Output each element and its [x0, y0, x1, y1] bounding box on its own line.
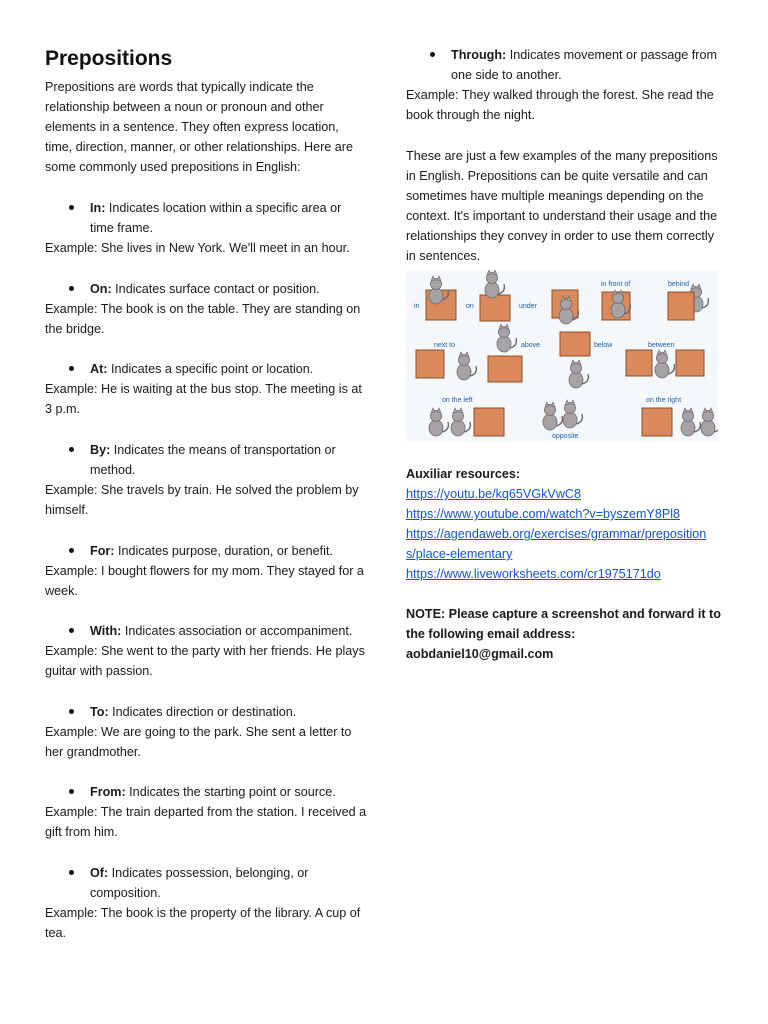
- intro-paragraph: Prepositions are words that typically indicate the relationship between a noun or pronoun and other elements in a sentence. They often express location, time, direction, manner, or other relationships. Here are some commonly used prepositions in English:: [45, 80, 353, 174]
- label-next-to: next to: [434, 342, 456, 349]
- term: At:: [90, 362, 108, 376]
- example-text: Example: We are going to the park. She sent a letter to her grandmother.: [45, 725, 352, 759]
- term-description: Indicates the means of transportation or method.: [90, 443, 336, 477]
- cat-icon: [497, 324, 516, 352]
- box-icon: [676, 350, 704, 376]
- example-text: Example: I bought flowers for my mom. They stayed for a week.: [45, 564, 364, 598]
- box-icon: [668, 292, 694, 320]
- illustration-svg: [406, 270, 718, 442]
- list-item: [45, 702, 367, 762]
- term-description: Indicates direction or destination.: [108, 705, 297, 719]
- term-description: Indicates association or accompaniment.: [121, 624, 353, 638]
- term: With:: [90, 624, 122, 638]
- example-text: Example: She lives in New York. We'll meet in an hour.: [45, 241, 350, 255]
- cat-icon: [655, 350, 674, 378]
- box-icon: [416, 350, 444, 378]
- box-icon: [642, 408, 672, 436]
- resources-section: [406, 464, 726, 584]
- cat-icon: [429, 408, 448, 436]
- list-item: [45, 621, 367, 681]
- term: To:: [90, 705, 109, 719]
- link-text-part: s/place-elementary: [406, 547, 513, 561]
- label-on: on: [466, 303, 474, 310]
- resources-title: Auxiliar resources:: [406, 467, 521, 481]
- example-text: Example: She travels by train. He solved the problem by himself.: [45, 483, 359, 517]
- label-below: below: [594, 342, 613, 349]
- label-opposite: opposite: [552, 433, 579, 440]
- term-description: Indicates purpose, duration, or benefit.: [114, 544, 333, 558]
- label-above: above: [521, 342, 541, 349]
- cat-icon: [563, 400, 582, 428]
- label-under: under: [519, 303, 537, 310]
- label-in: in: [414, 303, 420, 310]
- note-text: NOTE: Please capture a screenshot and forward it to the following email address: aobdaniel10@gmail.com: [406, 607, 721, 661]
- box-icon: [626, 350, 652, 376]
- term: On:: [90, 282, 112, 296]
- term: From:: [90, 785, 126, 799]
- closing-paragraph: These are just a few examples of the many prepositions in English. Prepositions can be quite versatile and can sometimes have multiple meanings depending on the context. It's important to understand their usage and the relationships they convey in order to use them correctly in sentences.: [406, 149, 718, 263]
- example-text: Example: The train departed from the station. I received a gift from him.: [45, 805, 367, 839]
- label-behind: behind: [668, 281, 690, 288]
- label-in-front-of: in front of: [601, 281, 631, 288]
- list-item: [45, 541, 367, 601]
- term: Of:: [90, 866, 109, 880]
- list-item: [45, 198, 367, 258]
- box-icon: [488, 356, 522, 382]
- cat-icon: [701, 408, 718, 436]
- resource-link-liveworksheets[interactable]: https://www.liveworksheets.com/cr1975171do: [406, 567, 661, 581]
- term-description: Indicates possession, belonging, or composition.: [90, 866, 309, 900]
- term: In:: [90, 201, 106, 215]
- list-item: [45, 863, 367, 943]
- cat-icon: [569, 360, 588, 388]
- cat-icon: [485, 270, 504, 298]
- list-item: [45, 279, 367, 339]
- label-between: between: [648, 342, 675, 349]
- cat-icon: [451, 408, 470, 436]
- list-item: [45, 440, 367, 520]
- example-text: Example: She went to the party with her friends. He plays guitar with passion.: [45, 644, 365, 678]
- link-text-part: https://agendaweb.org/exercises/grammar/preposition: [406, 527, 707, 541]
- cat-icon: [681, 408, 700, 436]
- resource-link-youtube[interactable]: https://www.youtube.com/watch?v=byszemY8Pl8: [406, 507, 681, 521]
- resource-link-agendaweb[interactable]: [406, 524, 726, 564]
- resource-link-youtu-be[interactable]: https://youtu.be/kq65VGkVwC8: [406, 487, 582, 501]
- box-icon: [474, 408, 504, 436]
- cat-icon: [457, 352, 476, 380]
- prepositions-illustration: [406, 270, 718, 442]
- term-description: Indicates surface contact or position.: [111, 282, 320, 296]
- example-text: Example: They walked through the forest. She read the book through the night.: [406, 88, 714, 122]
- label-on-the-right: on the right: [646, 397, 682, 404]
- term-description: Indicates location within a specific area or time frame.: [90, 201, 342, 235]
- label-on-the-left: on the left: [442, 397, 473, 404]
- box-icon: [480, 295, 510, 321]
- example-text: Example: He is waiting at the bus stop. The meeting is at 3 p.m.: [45, 382, 362, 416]
- list-item: [45, 359, 367, 419]
- term: By:: [90, 443, 111, 457]
- term-description: Indicates movement or passage from one side to another.: [451, 48, 717, 82]
- list-item: [406, 45, 726, 125]
- cat-icon: [543, 402, 562, 430]
- page-title: Prepositions: [45, 47, 173, 70]
- list-item: [45, 782, 367, 842]
- box-icon: [560, 332, 590, 356]
- example-text: Example: The book is on the table. They are standing on the bridge.: [45, 302, 361, 336]
- term-description: Indicates the starting point or source.: [125, 785, 336, 799]
- term: Through:: [451, 48, 507, 62]
- term-description: Indicates a specific point or location.: [107, 362, 314, 376]
- term: For:: [90, 544, 115, 558]
- example-text: Example: The book is the property of the library. A cup of tea.: [45, 906, 361, 940]
